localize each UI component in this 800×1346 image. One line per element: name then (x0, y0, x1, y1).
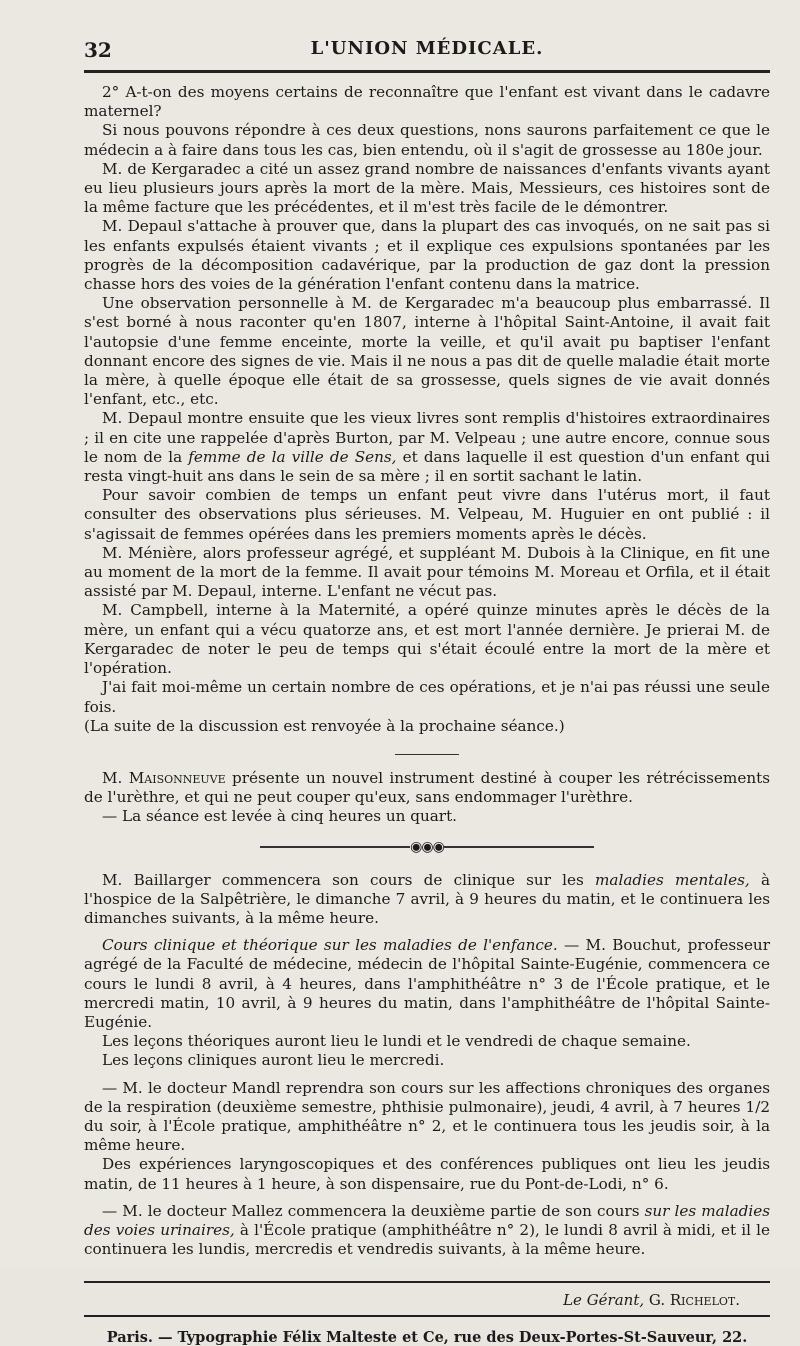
paragraph (84, 409, 770, 486)
footer-rule (84, 1315, 770, 1317)
paragraph: Pour savoir combien de temps un enfant peut vivre dans l'utérus mort, il faut consulter des observations plus sérieuses. M. Velpeau, M. Huguier en ont publié : il s'agissait de femmes opérées dans les premiers moments après le décès. (84, 486, 770, 543)
paragraph: — M. le docteur Mandl reprendra son cours sur les affections chroniques des organes de la respiration (deuxième semestre, phthisie pulmonaire), jeudi, 4 avril, à 7 heures 1/2 du soir, à l'École pratique, amphithéâtre n° 2, et le continuera tous les jeudis soir, à la même heure. (84, 1078, 770, 1155)
italic-course-title: Cours clinique et théorique sur les maladies de l'enfance. (102, 936, 558, 955)
page-header (84, 38, 770, 66)
journal-title: L'UNION MÉDICALE. (310, 38, 544, 59)
header-rule (84, 70, 770, 73)
paragraph: Une observation personnelle à M. de Kergaradec m'a beaucoup plus embarrassé. Il s'est borné à nous raconter qu'en 1807, interne à l'hôpital Saint-Antoine, il avait fait l'autopsie d'une femme enceinte, morte la veille, et qu'il avait pu baptiser l'enfant donnant encore des signes de vie. Mais il ne nous a pas dit de quelle maladie était morte la mère, à quelle époque elle était de sa grossesse, quels signes de vie avait donnés l'enfant, etc., etc. (84, 294, 770, 409)
paragraph-text: — M. le docteur Mallez commencera la deuxième partie de son cours (102, 1201, 645, 1220)
ornament-line (260, 846, 410, 848)
footer-rule (84, 1281, 770, 1283)
paragraph: M. Ménière, alors professeur agrégé, et suppléant M. Dubois à la Clinique, en fit une au moment de la mort de la femme. Il avait pour témoins M. Moreau et Orfila, et il était assisté par M. Depaul, interne. L'enfant ne vécut pas. (84, 543, 770, 601)
signature (84, 1291, 740, 1309)
italic-subject: maladies mentales, (595, 870, 750, 889)
paragraph: Des expériences laryngoscopiques et des conférences publiques ont lieu les jeudis matin, de 11 heures à 1 heure, à son dispensaire, rue du Pont-de-Lodi, n° 6. (84, 1155, 770, 1193)
printer-imprint: Paris. — Typographie Félix Malteste et Ce, rue des Deux-Portes-St-Sauveur, 22. (106, 1329, 748, 1346)
signature-label: Le Gérant, (563, 1291, 645, 1310)
paragraph-text: à l'hospice de la Salpêtrière, le dimanche 7 avril, à 9 heures du matin, et le continuera les dimanches suivants, à la même heure. (84, 870, 771, 927)
paragraph: 2° A-t-on des moyens certains de reconnaître que l'enfant est vivant dans le cadavre maternel? (84, 83, 770, 121)
paragraph: (La suite de la discussion est renvoyée à la prochaine séance.) (84, 716, 565, 735)
paragraph-text: M. Baillarger commencera son cours de clinique sur les (102, 870, 596, 889)
ornamental-divider (84, 839, 770, 855)
ornament-glyph: ◉◉◉ (410, 838, 444, 855)
paragraph (84, 871, 770, 929)
paragraph (84, 769, 770, 807)
signature-name: G. Richelot. (644, 1291, 740, 1310)
paragraph: J'ai fait moi-même un certain nombre de ces opérations, et je n'ai pas réussi une seule fois. (84, 678, 770, 716)
paragraph: M. Campbell, interne à la Maternité, a opéré quinze minutes après le décès de la mère, un enfant qui a vécu quatorze ans, et est mort l'année dernière. Je prierai M. de Kergaradec de noter le peu de temps qui s'était écoulé entre la mort de la mère et l'opération. (84, 601, 770, 678)
paragraph-text: — M. Bouchut, professeur agrégé de la Faculté de médecine, médecin de l'hôpital Sainte-Eugénie, commencera ce cours le lundi 8 avril, à 4 heures, dans l'amphithéâtre n° 3 de l'École pratique, et le mercredi matin, 10 avril, à 9 heures du matin, dans l'amphithéâtre de l'hôpital Sainte-Eugénie. (84, 936, 770, 1031)
article-body (84, 83, 770, 1259)
section-divider (395, 754, 459, 755)
paragraph: M. Depaul s'attache à prouver que, dans la plupart des cas invoqués, on ne sait pas si les enfants expulsés étaient vivants ; et il explique ces expulsions spontanées par les progrès de la décomposition cadavérique, par la production de gaz dont la pression chasse hors des voies de la génération l'enfant contenu dans la matrice. (84, 217, 770, 294)
italic-reference: femme de la ville de Sens, (188, 447, 397, 466)
paragraph: — La séance est levée à cinq heures un quart. (102, 807, 458, 826)
page-number: 32 (84, 38, 112, 62)
paragraph: Si nous pouvons répondre à ces deux questions, nons saurons parfaitement ce que le médecin a à faire dans tous les cas, bien entendu, où il s'agit de grossesse au 180e jour. (84, 121, 770, 159)
paragraph: Les leçons théoriques auront lieu le lundi et le vendredi de chaque semaine. (102, 1032, 691, 1051)
author-name: M. Maisonneuve (102, 768, 226, 787)
ornament-line (444, 846, 594, 848)
paragraph-text: présente un nouvel instrument destiné à couper les rétrécissements de l'urèthre, et qui ne peut couper qu'eux, sans endommager l'urèthre. (84, 768, 770, 807)
paragraph (84, 1202, 770, 1260)
paragraph: Les leçons cliniques auront lieu le mercredi. (102, 1051, 445, 1070)
paragraph-text: à l'École pratique (amphithéâtre n° 2), le lundi 8 avril à midi, et il le continuera les lundis, mercredis et vendredis suivants, à la même heure. (84, 1220, 771, 1259)
paragraph (84, 936, 770, 1032)
paragraph: M. de Kergaradec a cité un assez grand nombre de naissances d'enfants vivants ayant eu lieu plusieurs jours après la mort de la mère. Mais, Messieurs, ces histoires sont de la même facture que les précédentes, et il m'est très facile de le démontrer. (84, 159, 770, 217)
paragraph-text: et dans laquelle il est question d'un enfant qui resta vingt-huit ans dans le sein de sa mère ; il en sortit sachant le latin. (84, 447, 771, 486)
paragraph-text: M. Depaul montre ensuite que les vieux livres sont remplis d'histoires extraordinaires ; il en cite une rappelée d'après Burton, par M. Velpeau ; une autre encore, connue sous le nom de la (84, 409, 770, 466)
italic-subject: sur les maladies des voies urinaires, (84, 1201, 771, 1239)
